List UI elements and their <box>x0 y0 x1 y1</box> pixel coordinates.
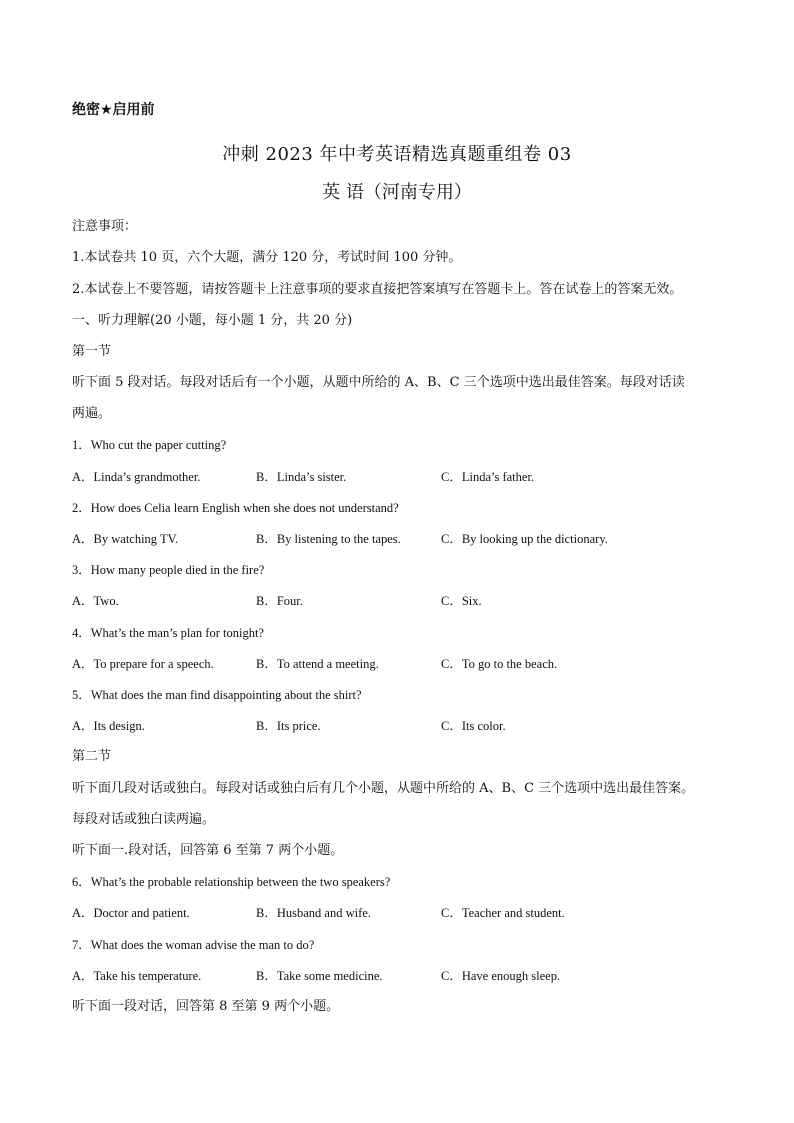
question-4-option-a: A．To prepare for a speech. <box>72 657 214 671</box>
question-1-option-a: A．Linda’s grandmother. <box>72 470 201 484</box>
section1-instruction-line2: 两遍。 <box>72 406 112 421</box>
question-1-option-c: C．Linda’s father. <box>441 470 535 484</box>
section2-sub-instruction-2: 听下面一段对话，回答第 8 至第 9 两个小题。 <box>72 999 340 1014</box>
question-5-option-c: C．Its color. <box>441 719 506 733</box>
question-7-option-b: B．Take some medicine. <box>256 969 383 983</box>
question-7-option-a: A．Take his temperature. <box>72 969 202 983</box>
section2-sub-instruction-1: 听下面一.段对话，回答第 6 至第 7 两个小题。 <box>72 843 344 858</box>
question-4-option-b: B．To attend a meeting. <box>256 657 379 671</box>
question-1-option-b: B．Linda’s sister. <box>256 470 347 484</box>
question-2-option-a: A．By watching TV. <box>72 532 179 546</box>
section1-instruction-line1: 听下面 5 段对话。每段对话后有一个小题，从题中所给的 A、B、C 三个选项中选出最佳答案。每段对话读 <box>72 375 685 390</box>
question-7-option-c: C．Have enough sleep. <box>441 969 561 983</box>
section1-label: 第一节 <box>72 344 112 359</box>
section2-label: 第二节 <box>72 749 112 764</box>
question-2: 2．How does Celia learn English when she does not understand? <box>72 501 399 515</box>
question-5: 5．What does the man find disappointing about the shirt? <box>72 688 362 702</box>
notes-item-1: 1.本试卷共 10 页，六个大题，满分 120 分，考试时间 100 分钟。 <box>72 250 462 265</box>
section2-instruction-line1: 听下面几段对话或独白。每段对话或独白后有几个小题，从题中所给的 A、B、C 三个选项中选出最佳答案。 <box>72 781 695 796</box>
question-3: 3．How many people died in the fire? <box>72 563 265 577</box>
notes-item-2: 2.本试卷上不要答题，请按答题卡上注意事项的要求直接把答案填写在答题卡上。答在试卷上的答案无效。 <box>72 282 683 297</box>
question-2-option-c: C．By looking up the dictionary. <box>441 532 608 546</box>
question-6-option-c: C．Teacher and student. <box>441 906 565 920</box>
question-6-option-a: A．Doctor and patient. <box>72 906 190 920</box>
confidential-mark: 绝密★启用前 <box>72 102 155 118</box>
question-4: 4．What’s the man’s plan for tonight? <box>72 626 264 640</box>
notes-heading: 注意事项： <box>72 219 138 234</box>
question-1: 1．Who cut the paper cutting? <box>72 438 227 452</box>
question-3-option-a: A．Two. <box>72 594 119 608</box>
question-6: 6．What’s the probable relationship between the two speakers? <box>72 875 391 889</box>
question-7: 7．What does the woman advise the man to do? <box>72 938 315 952</box>
section2-instruction-line2: 每段对话或独白读两遍。 <box>72 812 216 827</box>
question-6-option-b: B．Husband and wife. <box>256 906 371 920</box>
part1-heading: 一、听力理解(20 小题，每小题 1 分，共 20 分) <box>72 313 353 328</box>
question-4-option-c: C．To go to the beach. <box>441 657 558 671</box>
exam-title: 冲刺 2023 年中考英语精选真题重组卷 03 <box>222 144 572 165</box>
exam-subtitle: 英 语（河南专用） <box>322 182 472 203</box>
question-5-option-a: A．Its design. <box>72 719 145 733</box>
question-3-option-c: C．Six. <box>441 594 482 608</box>
question-2-option-b: B．By listening to the tapes. <box>256 532 401 546</box>
question-3-option-b: B．Four. <box>256 594 303 608</box>
question-5-option-b: B．Its price. <box>256 719 321 733</box>
